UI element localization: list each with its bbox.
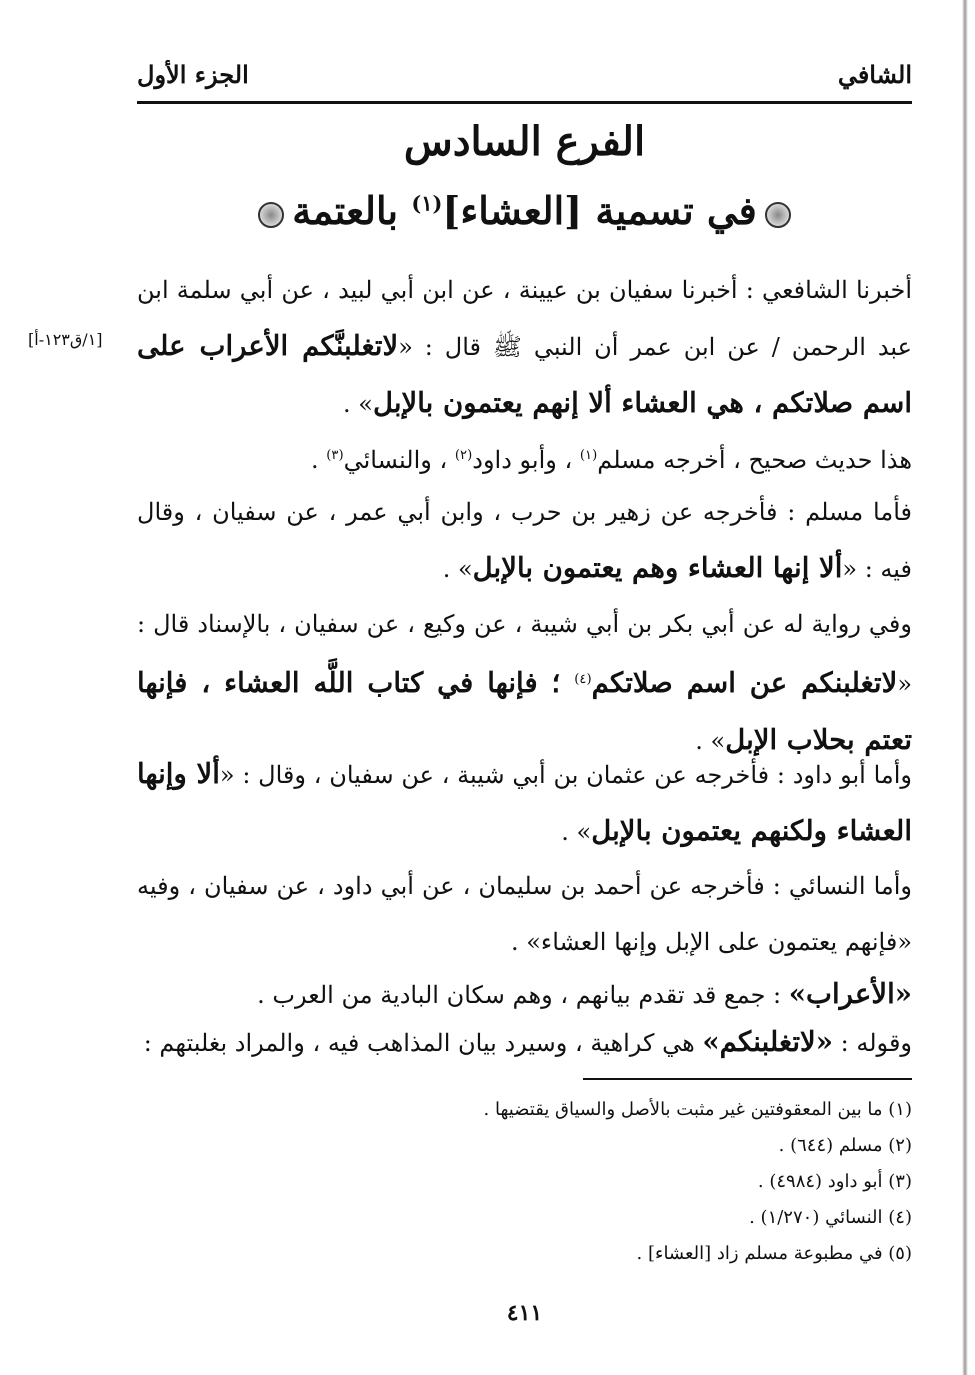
hadith-text: لاتغلبنكم عن اسم صلاتكم bbox=[591, 666, 898, 699]
paragraph-text: . bbox=[310, 446, 327, 474]
paragraph-text: » . bbox=[695, 727, 726, 755]
paragraph-text: وفي رواية له عن أبي بكر بن أبي شيبة ، عن وكيع ، عن سفيان ، بالإسناد قال : « bbox=[137, 610, 912, 698]
paragraph-nasai bbox=[137, 858, 912, 970]
paragraph-text: : جمع قد تقدم بيانهم ، وهم سكان البادية من العرب . bbox=[257, 981, 789, 1009]
paragraph-text: هذا حديث صحيح ، أخرجه مسلم bbox=[597, 446, 912, 474]
term-text: «لاتغلبنكم» bbox=[702, 1025, 834, 1058]
paragraph-explanation bbox=[137, 1014, 912, 1071]
bullet-icon bbox=[258, 202, 284, 228]
footnote-item: (١) ما بين المعقوفتين غير مثبت بالأصل والسياق يقتضيها . bbox=[483, 1099, 912, 1120]
paragraph-text: » . bbox=[561, 818, 592, 846]
footnote-item: (٣) أبو داود (٤٩٨٤) . bbox=[757, 1171, 912, 1192]
paragraph-text: وأما النسائي : فأخرجه عن أحمد بن سليمان ، عن أبي داود ، عن سفيان ، وفيه «فإنهم يعتمون على الإبل وإنها العشاء» . bbox=[137, 872, 912, 956]
footnote-ref: (١) bbox=[579, 448, 598, 463]
header-volume-title: الجزء الأول bbox=[137, 60, 249, 89]
footnote-ref: (٤) bbox=[574, 672, 592, 687]
paragraph-abu-dawud bbox=[137, 746, 912, 860]
subtitle-text-pre: في تسمية [العشاء] bbox=[442, 188, 757, 233]
paragraph-takhrij bbox=[137, 428, 912, 488]
paragraph-muslim bbox=[137, 484, 912, 597]
paragraph-text: » . bbox=[342, 390, 373, 418]
paragraph-isnad bbox=[137, 262, 912, 432]
manuscript-folio-note: [١/ق١٢٣-أ] bbox=[28, 330, 103, 349]
scan-edge bbox=[962, 0, 968, 1375]
paragraph-text: هي كراهية ، وسيرد بيان المذاهب فيه ، والمراد بغلبتهم : bbox=[143, 1029, 703, 1057]
subtitle-text-post: بالعتمة bbox=[292, 188, 412, 233]
section-subtitle bbox=[137, 188, 912, 233]
running-header bbox=[137, 56, 912, 100]
footnote-divider bbox=[583, 1078, 912, 1080]
paragraph-text: » . bbox=[442, 555, 473, 583]
paragraph-text: أخبرنا الشافعي : أخبرنا سفيان بن عيينة ، عن ابن أبي لبيد ، عن أبي سلمة ابن عبد الرحمن / عن ابن عمر أن النبي ﷺ قال : « bbox=[137, 276, 912, 361]
footnote-ref: (١) bbox=[411, 190, 443, 216]
paragraph-muslim-riwaya bbox=[137, 596, 912, 769]
footnote-ref: (٣) bbox=[326, 448, 344, 463]
header-divider bbox=[137, 101, 912, 104]
bullet-icon bbox=[765, 202, 791, 228]
page-number: ٤١١ bbox=[506, 1300, 543, 1326]
term-text: «الأعراب» bbox=[788, 977, 912, 1010]
paragraph-text: ، وأبو داود bbox=[472, 446, 580, 474]
paragraph-text: وأما أبو داود : فأخرجه عن عثمان بن أبي شيبة ، عن سفيان ، وقال : « bbox=[219, 761, 912, 789]
paragraph-text: فأما مسلم : فأخرجه عن زهير بن حرب ، وابن أبي عمر ، عن سفيان ، وقال فيه : « bbox=[137, 498, 912, 583]
hadith-text: ألا وإنها العشاء ولكنهم يعتمون بالإبل bbox=[137, 757, 912, 847]
paragraph-text: ، والنسائي bbox=[343, 446, 455, 474]
hadith-text: ألا إنها العشاء وهم يعتمون بالإبل bbox=[472, 551, 843, 584]
footnotes bbox=[137, 1092, 912, 1272]
footnote-ref: (٢) bbox=[454, 448, 473, 463]
header-book-title: الشافي bbox=[837, 60, 912, 89]
hadith-text: لاتغلبنَّكم الأعراب على اسم صلاتكم ، هي العشاء ألا إنهم يعتمون بالإبل bbox=[137, 329, 912, 419]
section-title: الفرع السادس bbox=[403, 118, 646, 165]
hadith-text: ؛ فإنها في كتاب اللَّه العشاء ، فإنها تعتم بحلاب الإبل bbox=[137, 666, 912, 756]
footnote-item: (٥) في مطبوعة مسلم زاد [العشاء] . bbox=[636, 1243, 912, 1264]
paragraph-text: وقوله : bbox=[833, 1029, 912, 1057]
footnote-item: (٢) مسلم (٦٤٤) . bbox=[778, 1135, 912, 1156]
footnote-item: (٤) النسائي (١/٢٧٠) . bbox=[749, 1207, 912, 1228]
